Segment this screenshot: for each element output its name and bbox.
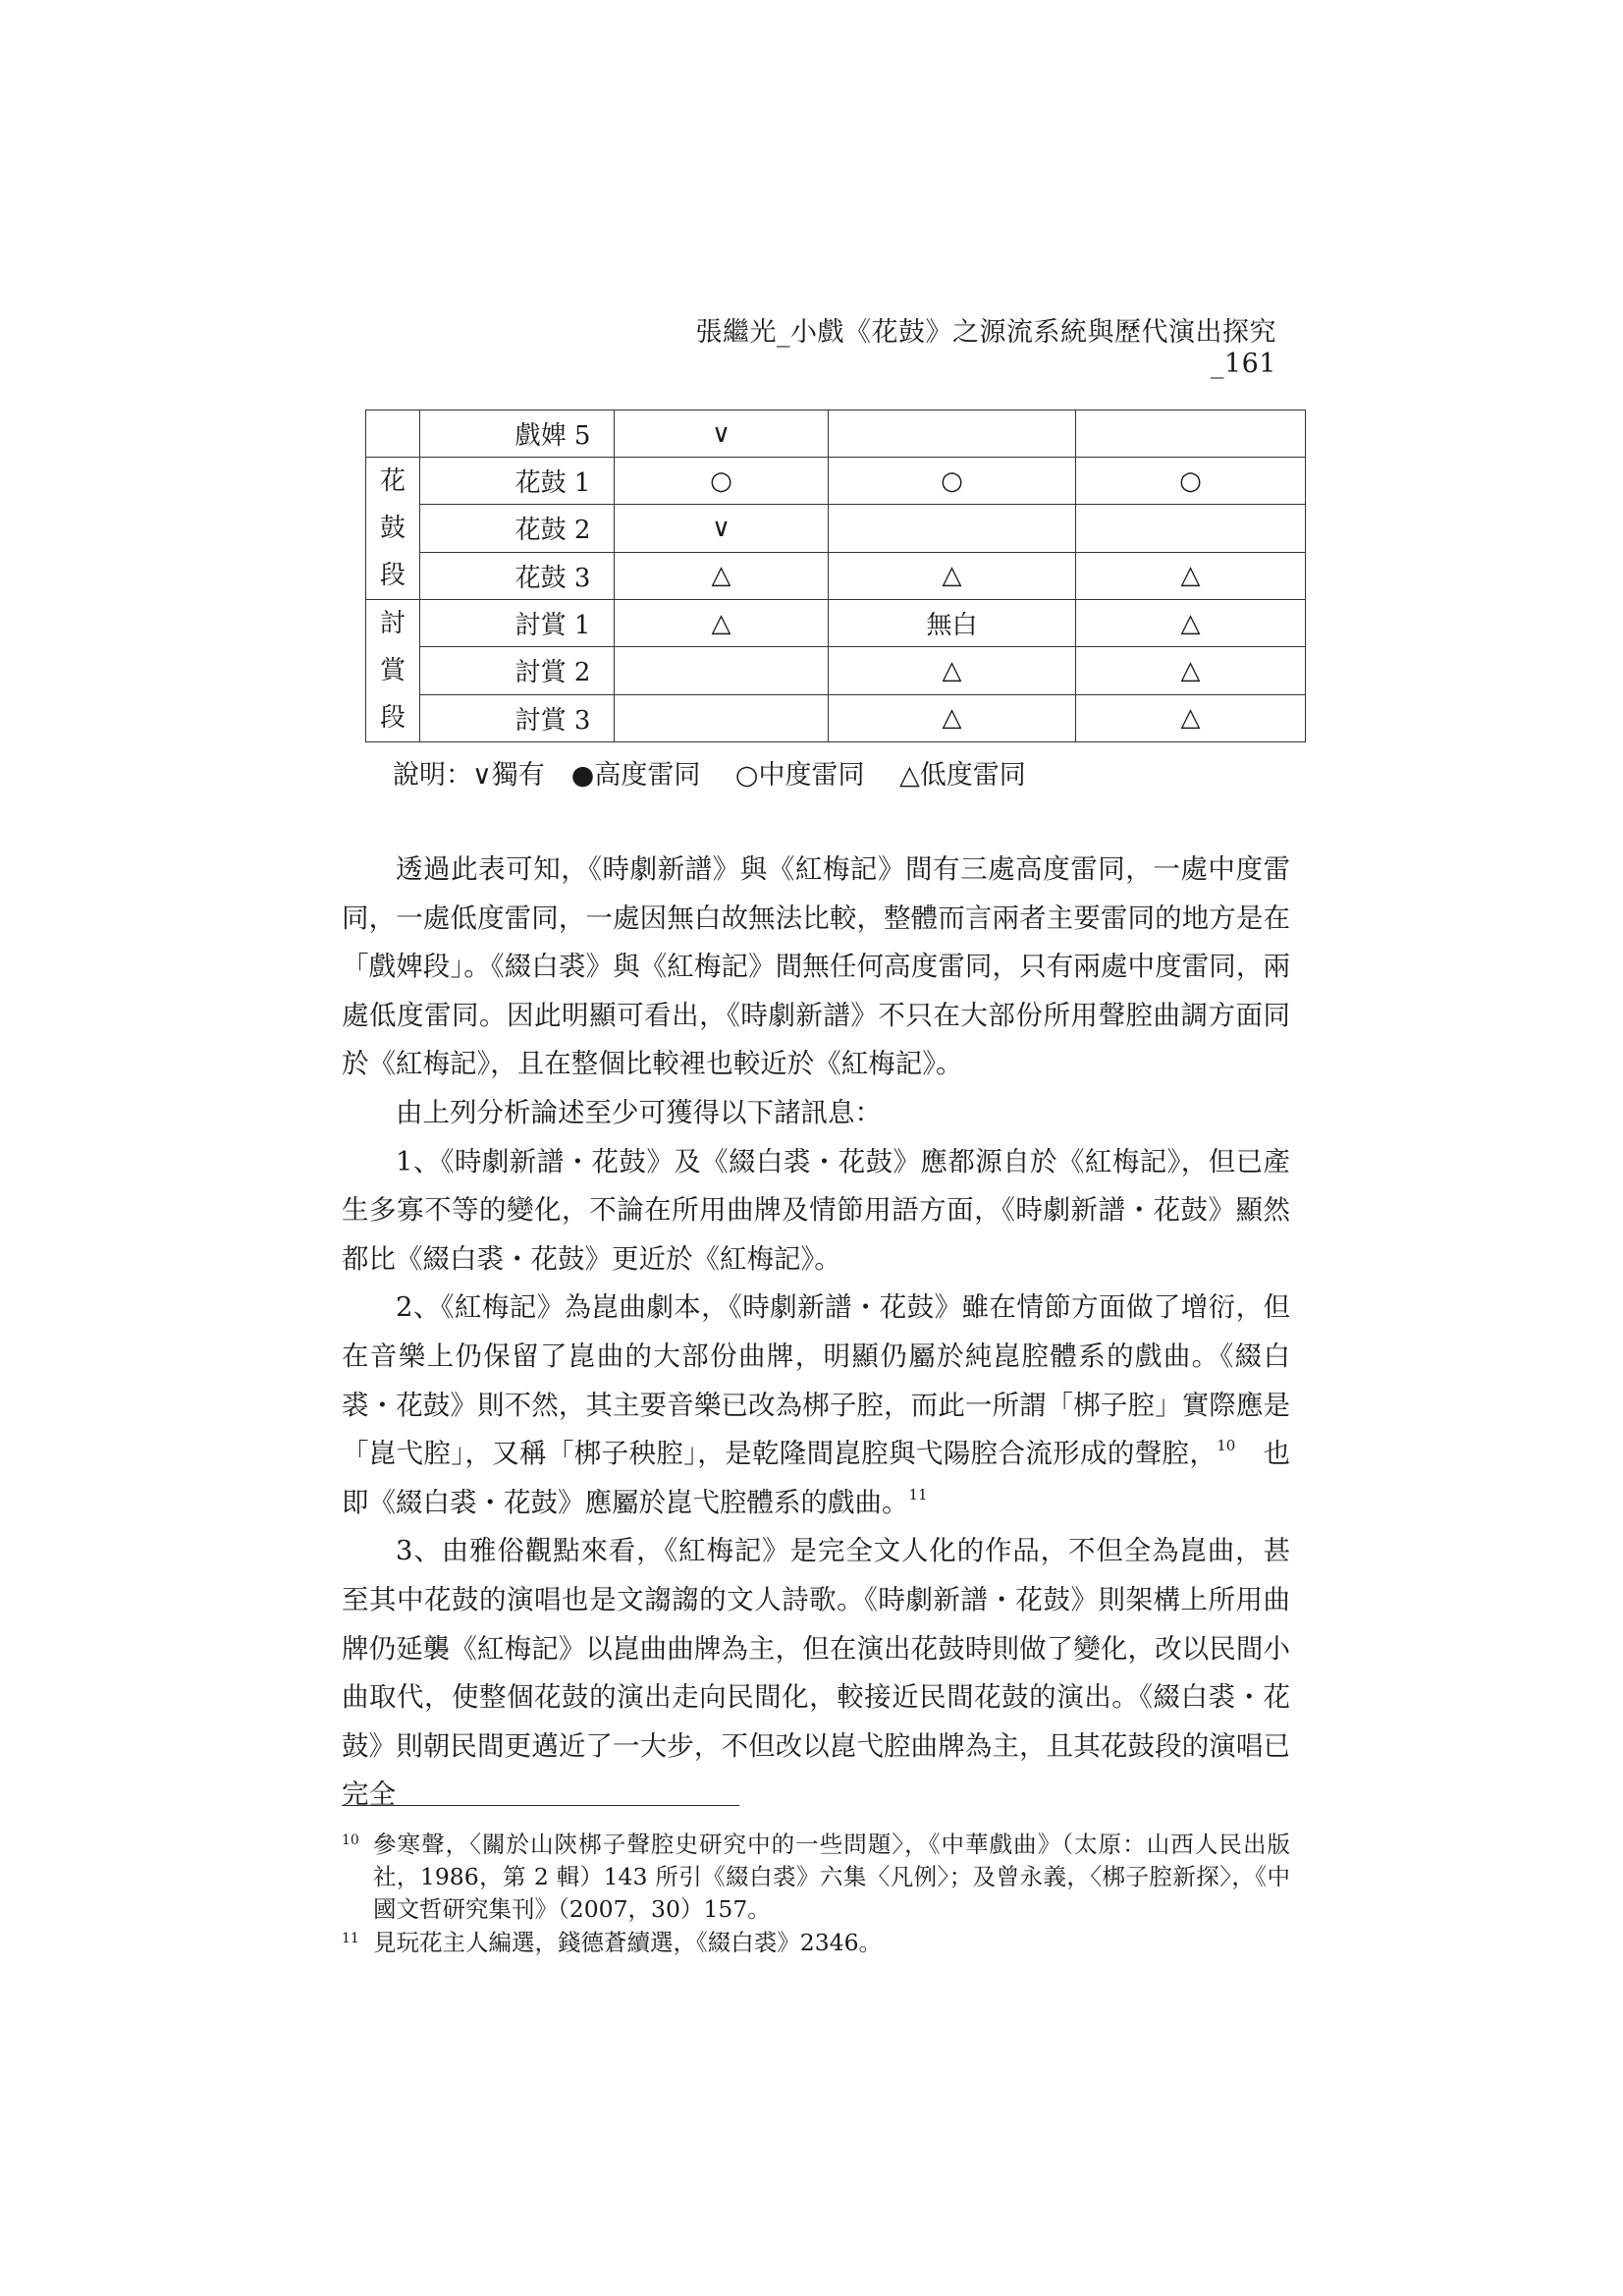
- table-cell: [1076, 410, 1306, 458]
- paragraph-text: 2、《紅梅記》為崑曲劇本，《時劇新譜・花鼓》雖在情節方面做了增衍，但在音樂上仍保留了崑曲的大部份曲牌，明顯仍屬於純崑腔體系的戲曲。《綴白裘・花鼓》則不然，其主要音樂已改為梆子腔，而此一所謂「梆子腔」實際應是「崑弋腔」，又稱「梆子秧腔」，是乾隆間崑腔與弋陽腔合流形成的聲腔，: [342, 1291, 1290, 1470]
- footnote-text: 見玩花主人編選，錢德蒼續選，《綴白裘》2346。: [373, 1929, 883, 1956]
- table-cell: ○: [615, 458, 829, 505]
- footnote-number: 10: [342, 1832, 359, 1848]
- group-char: 段: [379, 703, 406, 733]
- paragraph: 3、由雅俗觀點來看，《紅梅記》是完全文人化的作品，不但全為崑曲，甚至其中花鼓的演唱也是文謅謅的文人詩歌。《時劇新譜・花鼓》則架構上所用曲牌仍延襲《紅梅記》以崑曲曲牌為主，但在演出花鼓時則做了變化，改以民間小曲取代，使整個花鼓的演出走向民間化，較接近民間花鼓的演出。《綴白裘・花鼓》則朝民間更邁近了一大步，不但改以崑弋腔曲牌為主，且其花鼓段的演唱已完全: [342, 1535, 1290, 1811]
- group-char: 賞: [379, 656, 406, 685]
- table-cell: [829, 505, 1076, 552]
- cell-text: 戲婢 5: [514, 421, 591, 451]
- paragraph: [342, 1284, 1290, 1527]
- footnote-rule: [342, 1805, 739, 1806]
- paragraph: 1、《時劇新譜・花鼓》及《綴白裘・花鼓》應都源自於《紅梅記》，但已產生多寡不等的變化，不論在所用曲牌及情節用語方面，《時劇新譜・花鼓》顯然都比《綴白裘・花鼓》更近於《紅梅記》。: [342, 1145, 1290, 1275]
- table-cell: [420, 552, 615, 599]
- table-row: [366, 552, 1306, 599]
- table-row: [366, 694, 1306, 741]
- table-cell: △: [829, 647, 1076, 694]
- table-cell: [420, 458, 615, 505]
- table-cell: △: [1076, 647, 1306, 694]
- body-text: [342, 846, 1290, 1820]
- table-row: [366, 458, 1306, 505]
- table-cell: △: [1076, 694, 1306, 741]
- table-cell: ∨: [615, 505, 829, 552]
- table-cell: [615, 647, 829, 694]
- cell-text: 討賞 3: [514, 705, 591, 736]
- table-legend: 說明：∨獨有 ●高度雷同 ○中度雷同 △低度雷同: [393, 760, 1026, 791]
- table-cell: △: [829, 552, 1076, 599]
- table-cell: ○: [829, 458, 1076, 505]
- cell-text: 花鼓 1: [514, 468, 591, 499]
- table-cell: [420, 505, 615, 552]
- table-cell: [366, 410, 420, 458]
- group-char: 討: [379, 609, 406, 638]
- group-char: 段: [379, 561, 406, 590]
- table-cell: 無白: [829, 600, 1076, 647]
- table-row: [366, 600, 1306, 647]
- footnote: [342, 1829, 1290, 1926]
- table-cell: [829, 410, 1076, 458]
- table-cell: [420, 647, 615, 694]
- group-char: 鼓: [379, 514, 406, 543]
- cell-text: 花鼓 3: [514, 563, 591, 593]
- footnote-text: 參寒聲，〈關於山陝梆子聲腔史研究中的一些問題〉，《中華戲曲》（太原：山西人民出版社，1986，第 2 輯）143 所引《綴白裘》六集〈凡例〉；及曾永義，〈梆子腔新探〉，《中國文哲研究集刊》（2007，30）157。: [373, 1831, 1290, 1923]
- table-cell: [420, 410, 615, 458]
- table-cell: ○: [1076, 458, 1306, 505]
- paragraph: 由上列分析論述至少可獲得以下諸訊息：: [396, 1096, 882, 1128]
- table-cell: [420, 694, 615, 741]
- cell-text: 花鼓 2: [514, 516, 591, 546]
- running-header: 張繼光_小戲《花鼓》之源流系統與歷代演出探究_161: [695, 317, 1276, 379]
- group-label-huagu: [366, 458, 420, 600]
- table-cell: △: [615, 600, 829, 647]
- paragraph: 透過此表可知，《時劇新譜》與《紅梅記》間有三處高度雷同，一處中度雷同，一處低度雷同，一處因無白故無法比較，整體而言兩者主要雷同的地方是在「戲婢段」。《綴白裘》與《紅梅記》間無任何高度雷同，只有兩處中度雷同，兩處低度雷同。因此明顯可看出，《時劇新譜》不只在大部份所用聲腔曲調方面同於《紅梅記》，且在整個比較裡也較近於《紅梅記》。: [342, 853, 1290, 1080]
- table-row: [366, 410, 1306, 458]
- table-cell: △: [1076, 600, 1306, 647]
- table-cell: △: [829, 694, 1076, 741]
- footnote-ref: 10: [1217, 1437, 1236, 1455]
- footnote-number: 11: [342, 1931, 359, 1946]
- group-label-taoshang: [366, 600, 420, 742]
- footnote: [342, 1927, 1290, 1959]
- table-cell: △: [1076, 552, 1306, 599]
- group-char: 花: [379, 466, 406, 496]
- cell-text: 討賞 1: [514, 611, 591, 641]
- footnote-ref: 11: [908, 1485, 928, 1503]
- cell-text: 討賞 2: [514, 658, 591, 688]
- paragraph-text: 也即《綴白裘・花鼓》應屬於崑弋腔體系的戲曲。: [342, 1438, 1291, 1518]
- table-cell: [615, 694, 829, 741]
- table-cell: △: [615, 552, 829, 599]
- table-cell: ∨: [615, 410, 829, 458]
- table-cell: [1076, 505, 1306, 552]
- table-row: [366, 647, 1306, 694]
- table-row: [366, 505, 1306, 552]
- comparison-table: [365, 410, 1306, 742]
- table-cell: [420, 600, 615, 647]
